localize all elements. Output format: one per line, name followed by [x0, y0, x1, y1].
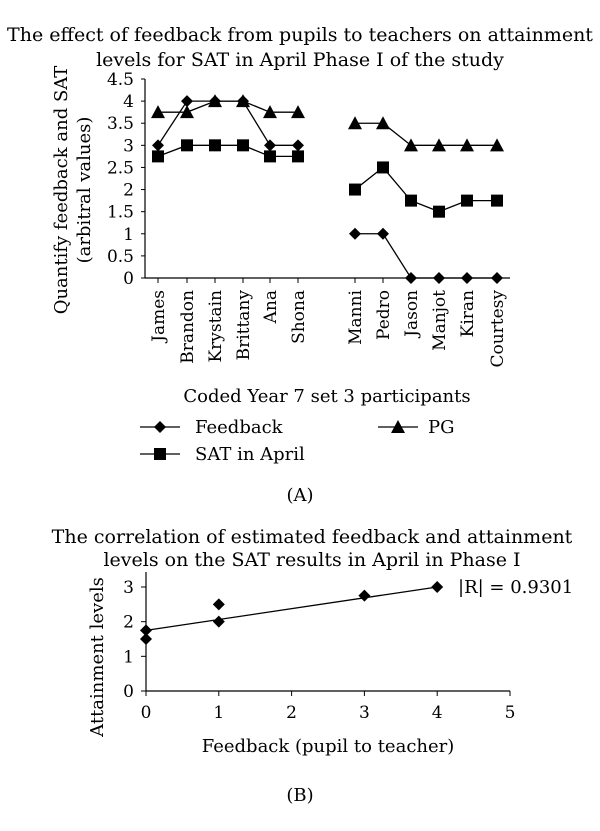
point-feedback	[405, 272, 417, 284]
chart-b-x-axis-label: Feedback (pupil to teacher)	[201, 736, 455, 757]
x-tick-label-krystain: Krystain	[206, 290, 226, 363]
point-sat-in-april	[377, 161, 389, 173]
chart-a-y-axis-label-line-2: (arbitral values)	[74, 116, 95, 264]
point-feedback	[491, 272, 503, 284]
scatter-point	[358, 590, 370, 602]
x-tick-label: 2	[286, 703, 298, 723]
x-tick-label-brittany: Brittany	[234, 290, 254, 361]
point-feedback	[461, 272, 473, 284]
point-feedback	[264, 139, 276, 151]
chart-b-y-axis-label: Attainment levels	[87, 577, 108, 737]
x-tick-label-ana: Ana	[261, 290, 281, 324]
scatter-point	[213, 598, 225, 610]
point-feedback	[377, 228, 389, 240]
legend-item-sat-in-april	[140, 444, 305, 465]
chart-a-x-ticks	[149, 278, 508, 368]
x-tick-label-manjot: Manjot	[430, 290, 450, 351]
point-sat-in-april	[405, 195, 417, 207]
x-tick-label-jason: Jason	[402, 290, 422, 337]
point-sat-in-april	[237, 139, 249, 151]
chart-a-series-markers	[151, 94, 504, 284]
chart-a-legend	[140, 417, 455, 465]
x-tick-label-shona: Shona	[289, 290, 309, 344]
x-tick-label-pedro: Pedro	[374, 290, 394, 340]
chart-b-x-ticks	[141, 691, 516, 723]
point-sat-in-april	[349, 184, 361, 196]
y-tick-label: 3	[123, 136, 134, 157]
y-tick-label: 0.5	[106, 246, 134, 267]
scatter-point	[140, 624, 152, 636]
y-tick-label: 3.5	[106, 114, 134, 135]
scatter-point	[213, 616, 225, 628]
x-tick-label-james: James	[149, 290, 169, 342]
chart-a-title-line-1: The effect of feedback from pupils to teachers on attainment	[7, 24, 593, 46]
series-line-feedback	[158, 101, 298, 145]
point-sat-in-april	[292, 150, 304, 162]
series-line-sat-in-april	[355, 167, 497, 211]
y-tick-label: 1	[123, 647, 134, 668]
point-sat-in-april	[181, 139, 193, 151]
y-tick-label: 2.5	[106, 158, 134, 179]
x-tick-label-kiran: Kiran	[458, 290, 478, 338]
chart-b-correlation-annotation: |R| = 0.9301	[458, 577, 574, 598]
point-feedback	[433, 272, 445, 284]
chart-a-x-axis-label: Coded Year 7 set 3 participants	[183, 386, 471, 407]
series-line-pg	[158, 101, 298, 112]
x-tick-label: 5	[504, 703, 516, 723]
chart-a-y-axis-label-line-1: Quantify feedback and SAT	[51, 65, 72, 315]
point-sat-in-april	[209, 139, 221, 151]
scatter-point	[431, 581, 443, 593]
y-tick-label: 4.5	[106, 70, 134, 90]
y-tick-label: 1	[123, 224, 134, 245]
point-sat-in-april	[264, 150, 276, 162]
x-tick-label: 1	[213, 703, 225, 723]
legend-feedback-diamond-marker	[154, 421, 166, 433]
x-tick-label: 3	[358, 703, 370, 723]
trendline	[146, 587, 437, 630]
legend-sat-square-marker	[154, 448, 166, 460]
panel-label-a: (A)	[286, 485, 314, 506]
legend-item-feedback	[140, 417, 284, 438]
chart-a-y-ticks	[107, 70, 145, 289]
point-sat-in-april	[491, 195, 503, 207]
legend-item-pg	[378, 417, 455, 438]
y-tick-label: 0	[123, 269, 134, 289]
legend-sat-label: SAT in April	[195, 444, 305, 465]
chart-b-title-line-1: The correlation of estimated feedback and attainment	[51, 526, 573, 548]
point-feedback	[349, 228, 361, 240]
series-line-pg	[355, 123, 497, 145]
x-tick-label-brandon: Brandon	[178, 290, 198, 364]
chart-a	[7, 24, 593, 506]
point-sat-in-april	[152, 150, 164, 162]
x-tick-label-manni: Manni	[346, 290, 366, 345]
y-tick-label: 3	[123, 578, 134, 598]
y-tick-label: 2	[123, 180, 134, 201]
chart-b-title-line-2: levels on the SAT results in April in Phase I	[103, 549, 521, 571]
y-tick-label: 1.5	[106, 202, 134, 223]
point-sat-in-april	[461, 195, 473, 207]
y-tick-label: 2	[123, 612, 134, 633]
series-line-sat-in-april	[158, 145, 298, 156]
y-tick-label: 0	[123, 682, 134, 702]
x-tick-label: 4	[431, 703, 443, 723]
point-feedback	[152, 139, 164, 151]
point-feedback	[292, 139, 304, 151]
chart-b	[52, 526, 574, 806]
panel-label-b: (B)	[286, 785, 314, 806]
x-tick-label-courtesy: Courtesy	[488, 290, 508, 368]
y-tick-label: 4	[123, 92, 134, 113]
legend-pg-label: PG	[428, 417, 455, 438]
chart-a-series-lines	[158, 101, 497, 278]
legend-feedback-label: Feedback	[195, 417, 283, 438]
point-sat-in-april	[433, 206, 445, 218]
x-tick-label: 0	[140, 703, 152, 723]
chart-b-points	[140, 581, 443, 645]
series-line-feedback	[355, 234, 497, 278]
chart-b-trendline	[146, 587, 437, 630]
chart-a-title-line-2: levels for SAT in April Phase I of the study	[96, 49, 504, 71]
